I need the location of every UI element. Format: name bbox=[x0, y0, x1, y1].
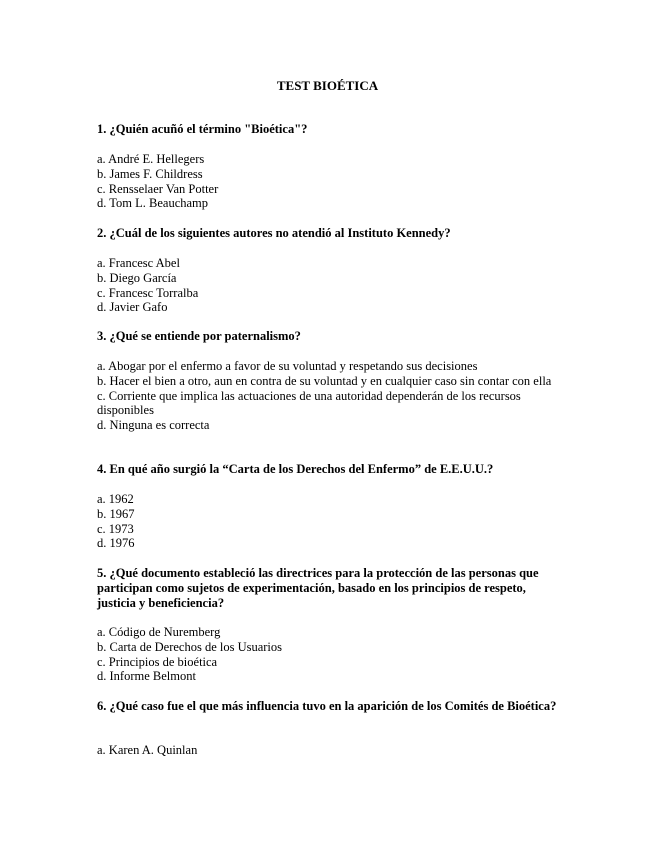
option: a. André E. Hellegers bbox=[97, 152, 205, 166]
question-6: 6. ¿Qué caso fue el que más influencia tuvo en la aparición de los Comités de Bioética? bbox=[97, 699, 557, 713]
question-4: 4. En qué año surgió la “Carta de los Derechos del Enfermo” de E.E.U.U.? bbox=[97, 462, 494, 476]
option: a. Abogar por el enfermo a favor de su voluntad y respetando sus decisiones bbox=[97, 359, 478, 373]
question-5: 5. ¿Qué documento estableció las directrices para la protección de las personas que participan como sujetos de experimentación, basado en los principios de respeto, justicia y beneficiencia? bbox=[97, 566, 539, 610]
question-1-options bbox=[97, 152, 557, 211]
question-2-options bbox=[97, 256, 557, 315]
option: b. Hacer el bien a otro, aun en contra de su voluntad y en cualquier caso sin contar con ella bbox=[97, 373, 552, 388]
option: c. 1973 bbox=[97, 521, 134, 536]
option: d. 1976 bbox=[97, 536, 135, 551]
option: c. Rensselaer Van Potter bbox=[97, 181, 219, 196]
option: c. Principios de bioética bbox=[97, 654, 218, 669]
question-3-options bbox=[97, 359, 557, 433]
option: d. Ninguna es correcta bbox=[97, 418, 210, 433]
option: d. Javier Gafo bbox=[97, 300, 168, 315]
option: a. 1962 bbox=[97, 492, 134, 506]
option: d. Informe Belmont bbox=[97, 669, 196, 684]
question-4-options bbox=[97, 492, 557, 551]
option: b. 1967 bbox=[97, 506, 135, 521]
question-2: 2. ¿Cuál de los siguientes autores no atendió al Instituto Kennedy? bbox=[97, 226, 451, 240]
question-1: 1. ¿Quién acuñó el término "Bioética"? bbox=[97, 122, 308, 136]
document-title: TEST BIOÉTICA bbox=[276, 78, 379, 93]
question-5-options bbox=[97, 625, 557, 684]
option: b. Carta de Derechos de los Usuarios bbox=[97, 639, 283, 654]
option: c. Francesc Torralba bbox=[97, 285, 199, 300]
question-3: 3. ¿Qué se entiende por paternalismo? bbox=[97, 329, 301, 343]
option: a. Karen A. Quinlan bbox=[97, 743, 198, 757]
option: d. Tom L. Beauchamp bbox=[97, 196, 209, 211]
question-6-options bbox=[97, 743, 557, 758]
option: a. Francesc Abel bbox=[97, 256, 180, 270]
option: c. Corriente que implica las actuaciones de una autoridad dependerán de los recursos disponibles bbox=[97, 388, 521, 418]
option: b. James F. Childress bbox=[97, 166, 203, 181]
option: a. Código de Nuremberg bbox=[97, 625, 221, 639]
option: b. Diego García bbox=[97, 270, 177, 285]
